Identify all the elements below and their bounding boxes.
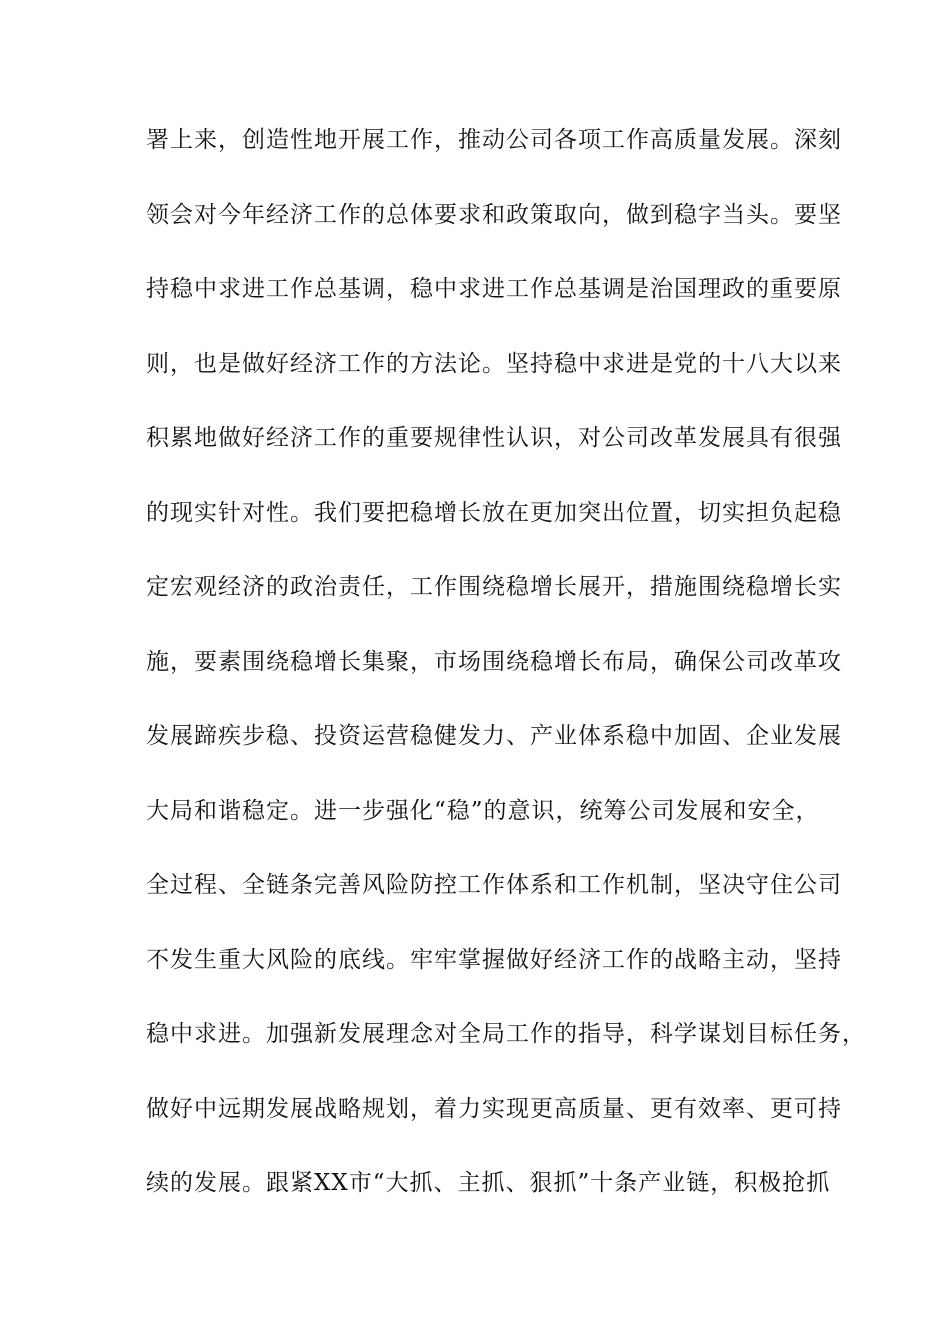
text-line: 发展蹄疾步稳、投资运营稳健发力、产业体系稳中加固、企业发展	[146, 723, 842, 749]
text-line: 持稳中求进工作总基调，稳中求进工作总基调是治国理政的重要原	[146, 276, 842, 302]
text-line: 则，也是做好经济工作的方法论。坚持稳中求进是党的十八大以来	[146, 350, 842, 377]
text-line: 不发生重大风险的底线。牢牢掌握做好经济工作的战略主动，坚持	[146, 946, 842, 973]
text-line: 做好中远期发展战略规划，着力实现更高质量、更有效率、更可持	[146, 1095, 842, 1122]
text-line: 大局和谐稳定。进一步强化“稳”的意识，统筹公司发展和安全，	[146, 797, 820, 824]
text-line: 积累地做好经济工作的重要规律性认识，对公司改革发展具有很强	[146, 425, 842, 451]
text-line: 施，要素围绕稳增长集聚，市场围绕稳增长布局，确保公司改革攻	[146, 648, 842, 675]
text-line: 领会对今年经济工作的总体要求和政策取向，做到稳字当头。要坚	[146, 201, 842, 228]
text-line: 的现实针对性。我们要把稳增长放在更加突出位置，切实担负起稳	[146, 499, 842, 526]
body-paragraph	[146, 126, 866, 1244]
text-line: 署上来，创造性地开展工作，推动公司各项工作高质量发展。深刻	[146, 127, 842, 153]
text-line: 全过程、全链条完善风险防控工作体系和工作机制，坚决守住公司	[146, 872, 842, 898]
text-line: 稳中求进。加强新发展理念对全局工作的指导，科学谋划目标任务，	[146, 1021, 866, 1047]
text-line: 定宏观经济的政治责任，工作围绕稳增长展开，措施围绕稳增长实	[146, 574, 842, 600]
text-line: 续的发展。跟紧XX市“大抓、主抓、狠抓”十条产业链，积极抢抓	[146, 1170, 831, 1196]
